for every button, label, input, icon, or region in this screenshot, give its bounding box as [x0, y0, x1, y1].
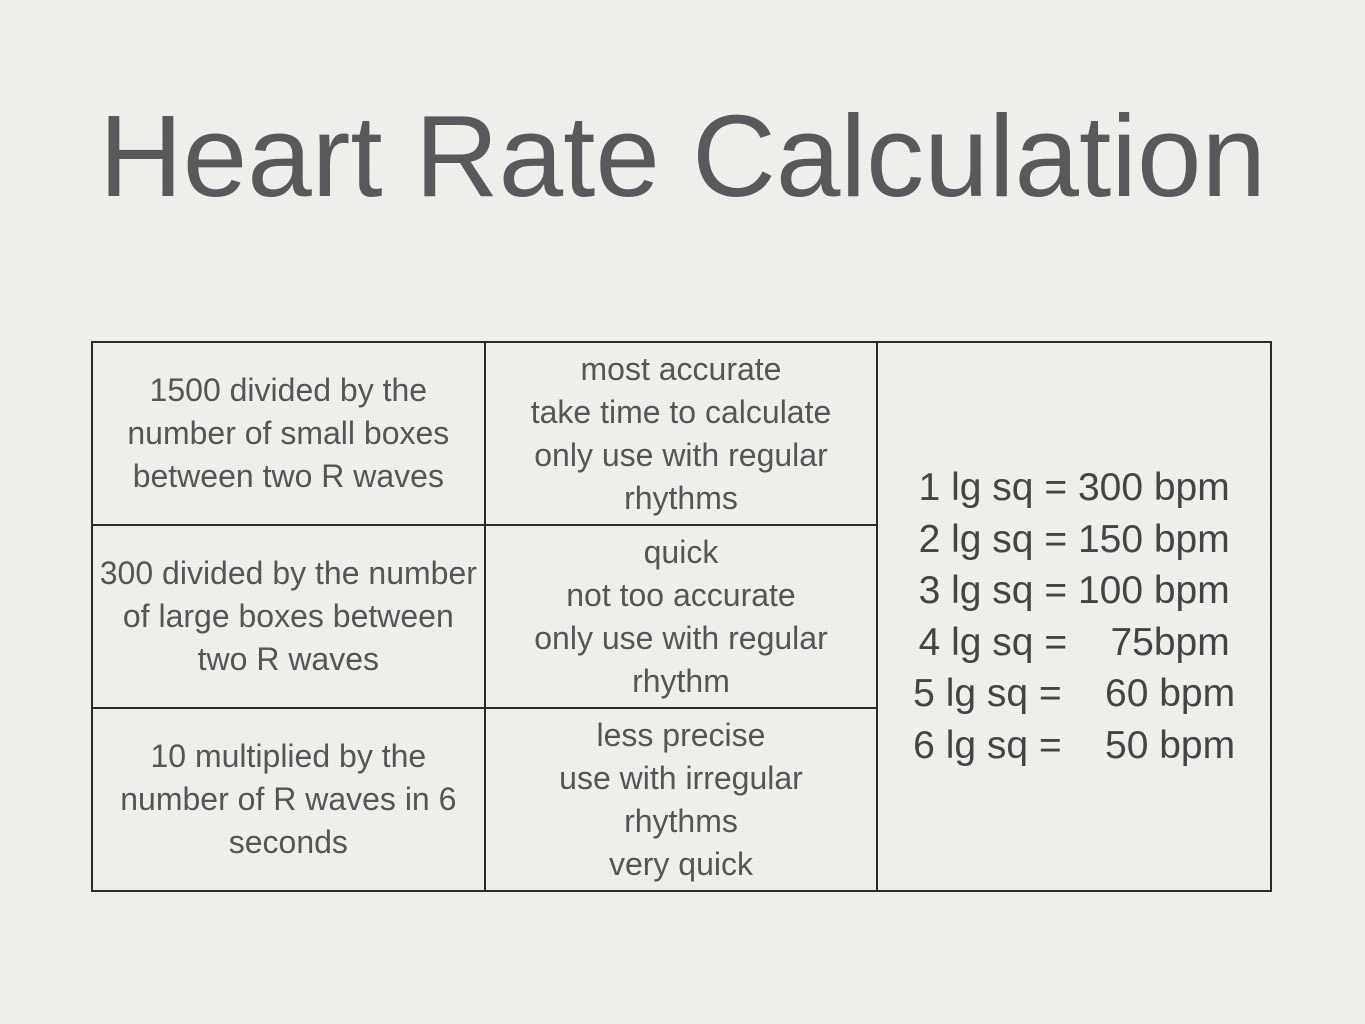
notes-cell — [485, 525, 878, 708]
method-cell — [92, 342, 485, 525]
method-text: 10 multiplied by the number of R waves in 6 seconds — [120, 738, 457, 860]
note-line: use with irregular — [559, 759, 803, 796]
method-text: 300 divided by the number of large boxes between two R waves — [99, 555, 477, 677]
heart-rate-table — [91, 341, 1272, 892]
square-rate-line: 1 lg sq = 300 bpm — [918, 466, 1230, 509]
method-text: 1500 divided by the number of small boxes between two R waves — [127, 372, 450, 494]
method-cell — [92, 525, 485, 708]
note-line: rhythms — [624, 802, 738, 839]
note-line: less precise — [596, 716, 766, 753]
notes-cell — [485, 342, 878, 525]
slide-title: Heart Rate Calculation — [98, 91, 1267, 221]
table-row — [92, 342, 1271, 525]
square-rate-line: 2 lg sq = 150 bpm — [918, 517, 1230, 561]
note-line: take time to calculate — [530, 393, 832, 430]
square-rate-line: 3 lg sq = 100 bpm — [918, 569, 1230, 612]
note-line: rhythms — [624, 479, 738, 516]
note-line: most accurate — [580, 350, 782, 387]
note-line: very quick — [608, 845, 753, 882]
square-rate-line: 5 lg sq = 60 bpm — [913, 672, 1236, 715]
square-rate-line: 6 lg sq = 50 bpm — [913, 723, 1236, 767]
square-rate-line: 4 lg sq = 75bpm — [918, 620, 1230, 664]
note-line: only use with regular — [534, 619, 828, 656]
note-line: rhythm — [632, 662, 730, 699]
method-cell — [92, 708, 485, 891]
notes-cell — [485, 708, 878, 891]
note-line: quick — [643, 533, 719, 570]
large-squares-cell — [877, 342, 1271, 891]
note-line: only use with regular — [534, 436, 828, 473]
note-line: not too accurate — [566, 576, 796, 613]
